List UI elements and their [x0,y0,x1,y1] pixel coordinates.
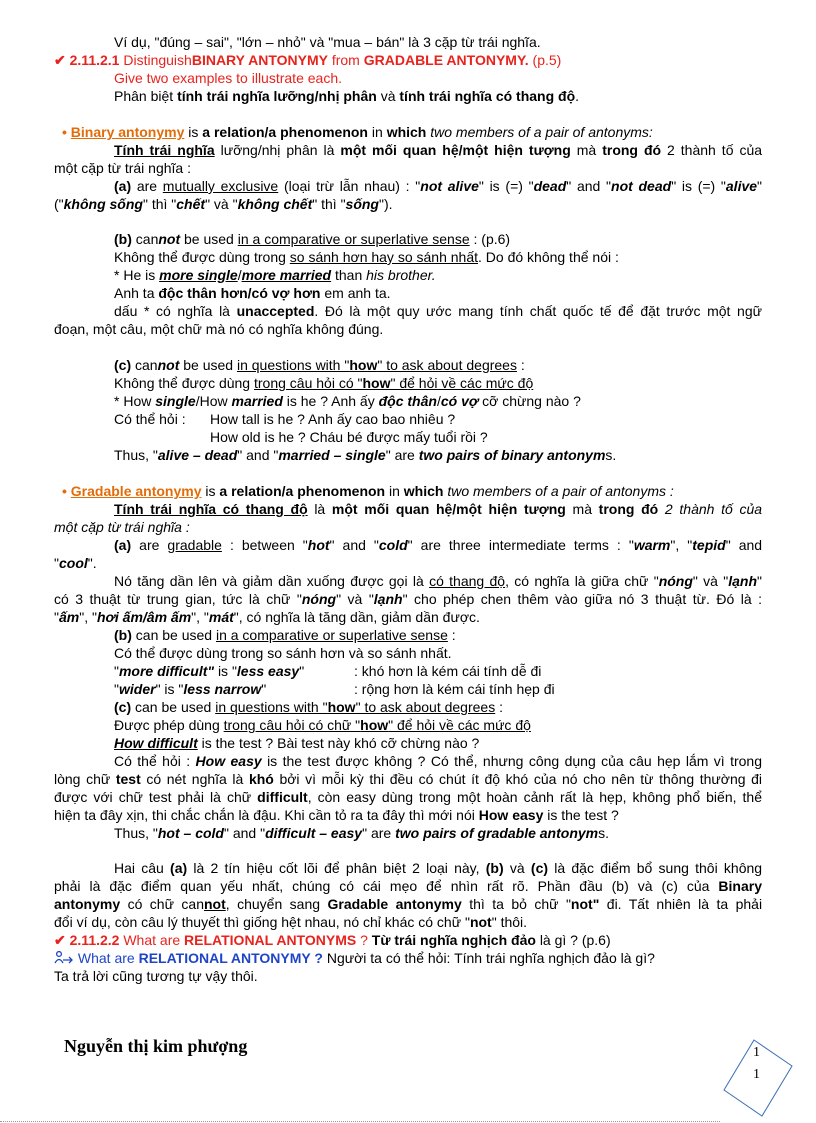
gradable-d-2 [54,770,762,788]
text: trong câu hỏi có chữ " [223,717,361,733]
term: so sánh hơn hay so sánh nhất [289,249,478,265]
text: ", " [191,609,209,625]
term: more single [159,267,238,283]
gradable-a-2 [54,554,762,572]
term: hot [307,537,330,553]
text: " to ask about degrees [355,699,496,715]
term: how [327,699,356,715]
text: Hai câu [114,860,164,876]
gradable-b-3-gloss [354,662,762,680]
text: Không thể được dùng [114,375,251,391]
text: / [436,393,441,409]
text: " are three intermediate terms : " [407,537,634,553]
term: ấm [58,609,80,625]
gradable-term: Gradable antonymy [70,483,202,499]
text: đổi ví dụ, còn câu lý thuyết thì giống hệt nhau, nó chỉ khác có chữ " [54,914,470,930]
bullet: • [62,483,67,499]
text: , còn easy dùng trong một hoàn cảnh rất là hẹp, không phổ biến, thể [307,789,763,805]
term: Gradable antonymy [327,896,462,912]
term: sống [345,196,379,212]
term: Tính trái nghĩa có thang độ [114,501,308,517]
text: can [135,231,159,247]
text: " are [362,825,392,841]
heading-text: ? [360,932,368,948]
heading-2-11-2-2 [54,931,762,949]
answer-text: Ta trả lời cũng tương tự vậy thôi. [54,968,258,984]
text: " để hỏi về các mức độ [388,717,531,733]
gradable-c-1 [114,698,762,716]
term: (c) [530,860,549,876]
text: /How [195,393,228,409]
term: trong đó [598,501,659,517]
heading-term: BINARY ANTONYMY [191,52,328,68]
text: two members of a pair of antonyms: [430,124,653,140]
author-name: Nguyễn thị kim phượng [64,1036,248,1056]
term: in a comparative or superlative sense [215,627,448,643]
binary-vn-1 [114,141,762,159]
heading-term: GRADABLE ANTONYMY. [363,52,529,68]
term: một mối quan hệ/một hiện tượng [340,142,571,158]
binary-b-3 [114,266,762,284]
page-number-top: 1 [753,1045,760,1060]
gradable-d-4 [54,806,762,824]
term: một mối quan hệ/một hiện tượng [331,501,566,517]
text: em anh ta. [324,285,391,301]
text: Phân biệt [114,88,174,104]
term: which [403,483,444,499]
term: có vợ [440,393,479,409]
text: . Đó là một quy ước mang tính chất quốc tế để đặt trước một ngữ [314,303,763,319]
term: more married [241,267,332,283]
text: : [499,699,503,715]
term: warm [633,537,671,553]
text: in [389,483,400,499]
heading-subtitle [114,69,762,87]
text: " [54,555,59,571]
term: test [115,771,141,787]
text: " [757,573,763,589]
term: how [362,375,391,391]
text: và [509,860,525,876]
text: ", " [79,609,97,625]
text: " is (=) " [478,178,534,194]
heading-subtitle-text: Give two examples to illustrate each. [114,70,342,86]
text: " thì " [142,196,177,212]
heading-term: RELATIONAL ANTONYMS [184,932,357,948]
binary-term: Binary antonymy [70,124,185,140]
label: (a) [114,537,132,553]
gradable-vn-1 [114,500,762,518]
term: married [231,393,283,409]
text: is the test ? [547,807,619,823]
heading-vn [114,87,762,105]
text: : (p.6) [473,231,511,247]
check-icon: ✔ [54,52,66,68]
person-sign-icon [54,950,78,966]
text: : khó hơn là kém cái tính dễ đi [354,663,542,679]
text: mà [576,142,597,158]
question-text: What are [77,950,135,966]
binary-b-2 [114,248,762,266]
term: chết [176,196,206,212]
text: đoạn, một câu, một chữ mà nó có nghĩa không đúng. [54,321,384,337]
check-icon: ✔ [54,932,66,948]
text: bởi vì mỗi kỳ thi đều có chút ít độ khó của nó cho nên từ thông thường đi [279,771,763,787]
text: two members of a pair of antonyms : [447,483,674,499]
example-line [114,33,762,51]
text: in [371,124,383,140]
text: " thôi. [491,914,528,930]
text: " and " [224,825,266,841]
term: lạnh [728,573,758,589]
text: " and " [566,178,612,194]
term: not [158,231,181,247]
gradable-b-1 [114,626,762,644]
text: hiện ta đây xịn, thi chắc chắn là đậu. Khi cần tỏ ra ta đây thì mới nói [54,807,475,823]
term: alive – dead [157,447,238,463]
text: " and " [329,537,379,553]
text: trong câu hỏi có " [254,375,363,391]
binary-c-4b [210,410,762,428]
gradable-c-3 [114,734,762,752]
text: một cặp từ trái nghĩa : [54,519,190,535]
text: " và " [692,573,729,589]
term: difficult [257,789,308,805]
term: two pairs of gradable antonym [395,825,599,841]
heading-term: Từ trái nghĩa nghịch đảo [371,932,536,948]
text: is the test ? Bài test này khó cỡ chừng nào ? [201,735,480,751]
text: can be used [135,699,212,715]
text: " is (=) " [671,178,726,194]
term: not" [570,896,600,912]
text: " are [385,447,415,463]
text: , chuyển sang [225,896,321,912]
text: là [314,501,326,517]
text: are [136,178,158,194]
page-number-bottom: 1 [753,1067,760,1082]
term: How easy [478,807,544,823]
summary-2 [54,877,762,895]
text: " [299,663,305,679]
term: Tính trái nghĩa [114,142,215,158]
text: " cho phép chen thêm vào giữa nó 3 thuật từ. Đó là : [402,591,762,607]
text: mà [572,501,592,517]
text: than [334,267,363,283]
term: How difficult [114,735,198,751]
text: " to ask about degrees [377,357,517,373]
binary-a-1 [114,177,762,195]
term: có thang độ [429,573,506,589]
gradable-a-1 [114,536,762,554]
gradable-vn-2 [54,518,762,536]
text: his brother. [366,267,436,283]
text: is [188,124,199,140]
text: Thus, " [114,825,158,841]
text: có nét nghĩa là [146,771,244,787]
term: How easy [195,753,262,769]
term: less easy [236,663,300,679]
term: độc thân hơn/có vợ hơn [158,285,321,301]
term: cool [58,555,88,571]
example-text: Ví dụ, "đúng – sai", "lớn – nhỏ" và "mua – bán" là 3 cặp từ trái nghĩa. [114,34,541,50]
binary-c-5 [210,428,762,446]
term: a relation/a phenomenon [219,483,386,499]
term: less narrow [183,681,262,697]
text: * How [114,393,152,409]
term: not [469,914,492,930]
term: gradable [167,537,222,553]
text: "). [379,196,393,212]
binary-b-5 [114,302,762,320]
heading-text: Distinguish [123,52,192,68]
text: : [520,357,525,373]
text: thì ta bỏ chữ " [469,896,571,912]
term: wider [118,681,156,697]
text: " thì " [312,196,346,212]
text: s. [605,447,617,463]
text: * He is [114,267,156,283]
term: two pairs of binary antonym [418,447,606,463]
term: nóng [658,573,693,589]
text: Thus, " [114,447,158,463]
heading-text: from [331,52,360,68]
text: " và " [205,196,238,212]
binary-c-3 [114,392,762,410]
relational-answer [54,967,762,985]
text: Anh ta [114,285,155,301]
binary-vn-2 [54,159,762,177]
text: Không thể được dùng trong [114,249,286,265]
term: không sống [63,196,143,212]
binary-c-6 [114,446,762,464]
text: Có thể hỏi : [114,411,186,427]
gradable-n-2 [54,590,762,608]
binary-definition [62,123,770,141]
term: tính trái nghĩa có thang độ [399,88,576,104]
gradable-d-1 [114,752,762,770]
text: " [757,178,763,194]
term: how [360,717,389,733]
term: not [157,357,180,373]
text: ", " [670,537,693,553]
term: dead [533,178,567,194]
text: " [114,663,119,679]
text: " [261,681,267,697]
binary-c-2 [114,374,762,392]
gradable-c-2 [114,716,762,734]
term: unaccepted [236,303,315,319]
text: (" [54,196,64,212]
text: cỡ chừng nào ? [482,393,581,409]
text: và [380,88,396,104]
term: how [349,357,378,373]
gradable-d-3 [54,788,762,806]
relational-question [54,949,762,967]
text: How tall is he ? Anh ấy cao bao nhiêu ? [210,411,456,427]
text: is the test được không ? Có thể, nhưng công dụng của câu hẹp lắm vì trong [267,753,763,769]
label: (b) [114,231,132,247]
label: (a) [114,178,132,194]
text: be used [184,231,234,247]
text: lòng chữ [54,771,111,787]
gradable-b-2 [114,644,762,662]
term: (a) [170,860,188,876]
term: không chết [237,196,313,212]
term: hot – cold [157,825,224,841]
text: is [205,483,216,499]
text: 2 thành tố của [664,501,763,517]
gradable-b-4-gloss [354,680,762,698]
term: lạnh [373,591,403,607]
gradable-n-1 [114,572,762,590]
term: cold [378,537,408,553]
term: mát [208,609,234,625]
heading-text: là gì ? (p.6) [539,932,611,948]
text: Có thể được dùng trong so sánh hơn và so sánh nhất. [114,645,452,661]
term: khó [248,771,274,787]
question-vn: Người ta có thể hỏi: Tính trái nghĩa nghịch đảo là gì? [326,950,655,966]
bullet: • [62,124,67,140]
gradable-e-1 [114,824,762,842]
text: Được phép dùng [114,717,220,733]
label: (b) [114,627,132,643]
text: : [451,627,456,643]
term: (b) [485,860,504,876]
page-bottom-rule [0,1121,720,1122]
text: " để hỏi về các mức độ [390,375,534,391]
binary-b-4 [114,284,762,302]
term: not alive [420,178,479,194]
term: single [155,393,196,409]
term: tính trái nghĩa lưỡng/nhị phân [177,88,377,104]
text: " và " [336,591,374,607]
term: in a comparative or superlative sense [237,231,470,247]
term: alive [725,178,758,194]
term: not dead [611,178,672,194]
text: là đặc điểm bổ sung thôi không [554,860,763,876]
text: " and " [237,447,279,463]
binary-b-1 [114,230,762,248]
text: Nó tăng dần lên và giảm dần xuống được gọi là [114,573,424,589]
text: in questions with " [236,357,350,373]
term: trong đó [602,142,662,158]
text: can be used [135,627,213,643]
heading-text: What are [123,932,181,948]
label: (c) [114,699,132,715]
text: " is " [155,681,184,697]
text: Có thể hỏi : [114,753,191,769]
heading-2-11-2-1 [54,51,762,69]
text: lưỡng/nhị phân là [220,142,335,158]
text: / [237,267,242,283]
text: phải là đặc điểm quan yếu nhất, chúng có cái mẹo để nhìn rất rõ. Phần đầu (b) và (c) của [54,878,710,894]
summary-3 [54,895,762,913]
text: là 2 tín hiệu cốt lõi để phân biệt 2 loại này, [193,860,480,876]
text: " [114,681,119,697]
text: dấu * có nghĩa là [114,303,230,319]
text: , có nghĩa là giữa chữ " [505,573,659,589]
text: (loại trừ lẫn nhau) : " [283,178,421,194]
text: đi. Tất nhiên là ta phải [606,896,763,912]
text: s. [598,825,609,841]
text: How old is he ? Cháu bé được mấy tuổi rồi ? [210,429,488,445]
term: hơi ấm/âm ấm [96,609,192,625]
text: be used [183,357,234,373]
summary-1 [114,859,762,877]
text: in questions with " [215,699,328,715]
binary-c-1 [114,356,762,374]
heading-page: (p.5) [532,52,562,68]
text: is " [217,663,237,679]
term: difficult – easy [265,825,363,841]
term: a relation/a phenomenon [202,124,368,140]
gradable-definition [62,482,770,500]
term: more difficult" [118,663,215,679]
term: which [386,124,427,140]
heading-number: 2.11.2.1 [69,52,120,68]
text: có 3 thuật từ trung gian, tức là chữ " [54,591,302,607]
text: : rộng hơn là kém cái tính hẹp đi [354,681,555,697]
binary-a-2 [54,195,762,213]
label: (c) [114,357,132,373]
term: antonymy [54,896,121,912]
text: are [139,537,160,553]
term: not [203,896,226,912]
text: ", có nghĩa là tăng dần, giảm dần được. [233,609,480,625]
text: " and [725,537,763,553]
term: married – single [278,447,386,463]
term: Binary [718,878,762,894]
binary-b-6 [54,320,762,338]
text: . Do đó không thể nói : [478,249,619,265]
text: is he ? Anh ấy [286,393,375,409]
text: . [575,88,580,104]
heading-number: 2.11.2.2 [69,932,120,948]
text: có chữ can [127,896,204,912]
gradable-n-3 [54,608,762,626]
text: 2 thành tố của [667,142,763,158]
term: độc thân [378,393,437,409]
text: " [54,609,59,625]
summary-4 [54,913,762,931]
term: nóng [301,591,337,607]
term: mutually exclusive [162,178,279,194]
text: can [135,357,158,373]
text: : between " [229,537,308,553]
question-term: RELATIONAL ANTONYMY ? [138,950,323,966]
term: tepid [692,537,726,553]
text: ". [87,555,97,571]
text: được với chữ test phải là chữ [54,789,252,805]
text: một cặp từ trái nghĩa : [54,160,191,176]
